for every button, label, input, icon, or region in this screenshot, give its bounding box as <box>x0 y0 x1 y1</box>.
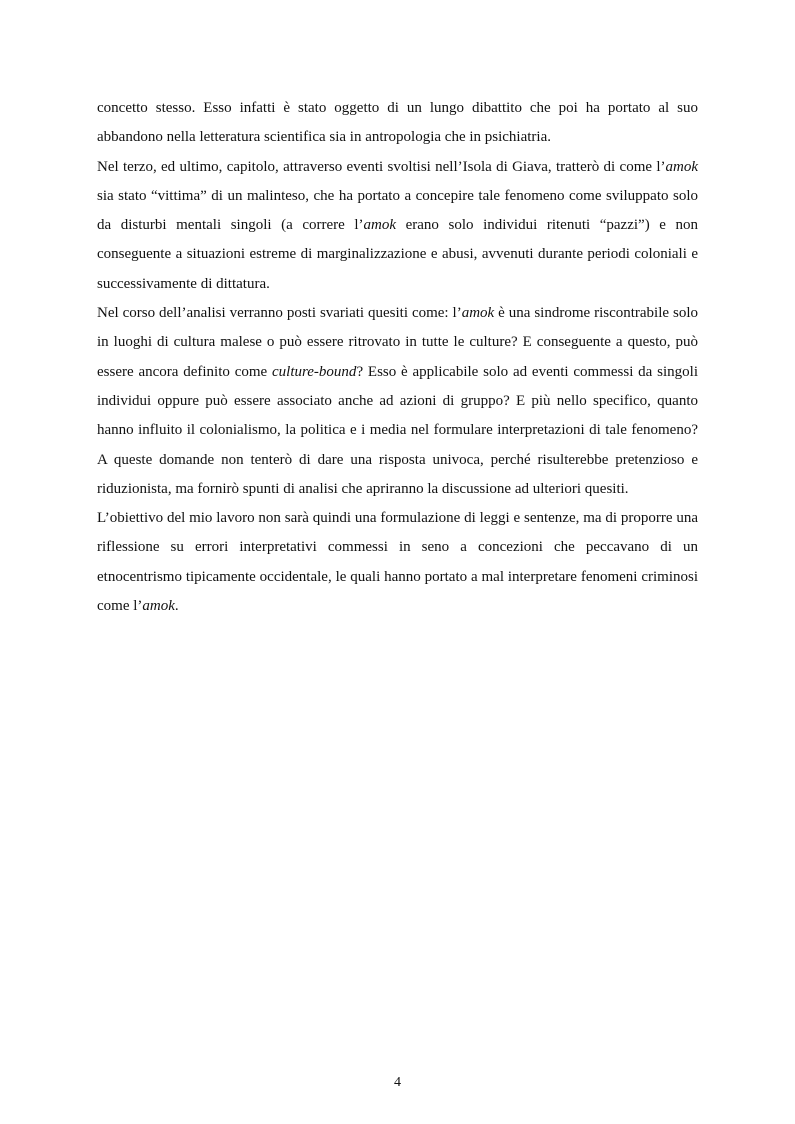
text-run: erano solo individui ritenuti “pazzi”) e non conseguente a situazioni estreme di marginalizzazione e abusi, avvenuti durante periodi coloniali e successivamente di dittatura. <box>97 217 698 292</box>
text-run: . <box>174 598 179 615</box>
text-run: ? Esso è applicabile solo ad eventi commessi da singoli individui oppure può essere associato anche ad azioni di gruppo? E più nello specifico, quanto hanno influito il colonialismo, la politica e i media nel formulare interpretazioni di tale fenomeno? A queste domande non tenterò di dare una risposta univoca, perché risulterebbe pretenzioso e riduzionista, ma fornirò spunti di analisi che apriranno la discussione ad ulteriori quesiti. <box>97 363 698 497</box>
italic-term: amok <box>665 158 698 175</box>
paragraph-4 <box>97 504 698 621</box>
italic-term: culture-bound <box>272 363 357 380</box>
text-run: sia stato “vittima” di un malinteso, che ha portato a concepire tale fenomeno come sviluppato solo da disturbi mentali singoli (a correre l’ <box>97 187 698 234</box>
italic-term: amok <box>142 598 175 615</box>
italic-term: amok <box>461 305 495 322</box>
text-run: Nel terzo, ed ultimo, capitolo, attraverso eventi svoltisi nell’Isola di Giava, tratterò di come l’ <box>97 158 666 175</box>
paragraph-1 <box>97 94 698 153</box>
paragraph-2 <box>97 153 698 299</box>
page-number: 4 <box>394 1075 401 1090</box>
paragraph-3 <box>97 299 698 504</box>
italic-term: amok <box>363 217 397 234</box>
body-text <box>97 94 698 621</box>
text-run: concetto stesso. Esso infatti è stato oggetto di un lungo dibattito che poi ha portato al suo abbandono nella letteratura scientifica sia in antropologia che in psichiatria. <box>97 100 698 146</box>
text-run: è una sindrome riscontrabile solo in luoghi di cultura malese o può essere ritrovato in tutte le culture? E conseguente a questo, può essere ancora definito come <box>97 305 698 380</box>
text-run: L’obiettivo del mio lavoro non sarà quindi una formulazione di leggi e sentenze, ma di proporre una riflessione su errori interpretativi commessi in seno a concezioni che peccavano di un etnocentrismo tipicamente occidentale, le quali hanno portato a mal interpretare fenomeni criminosi come l’ <box>97 510 698 615</box>
text-run: Nel corso dell’analisi verranno posti svariati quesiti come: l’ <box>97 305 462 322</box>
